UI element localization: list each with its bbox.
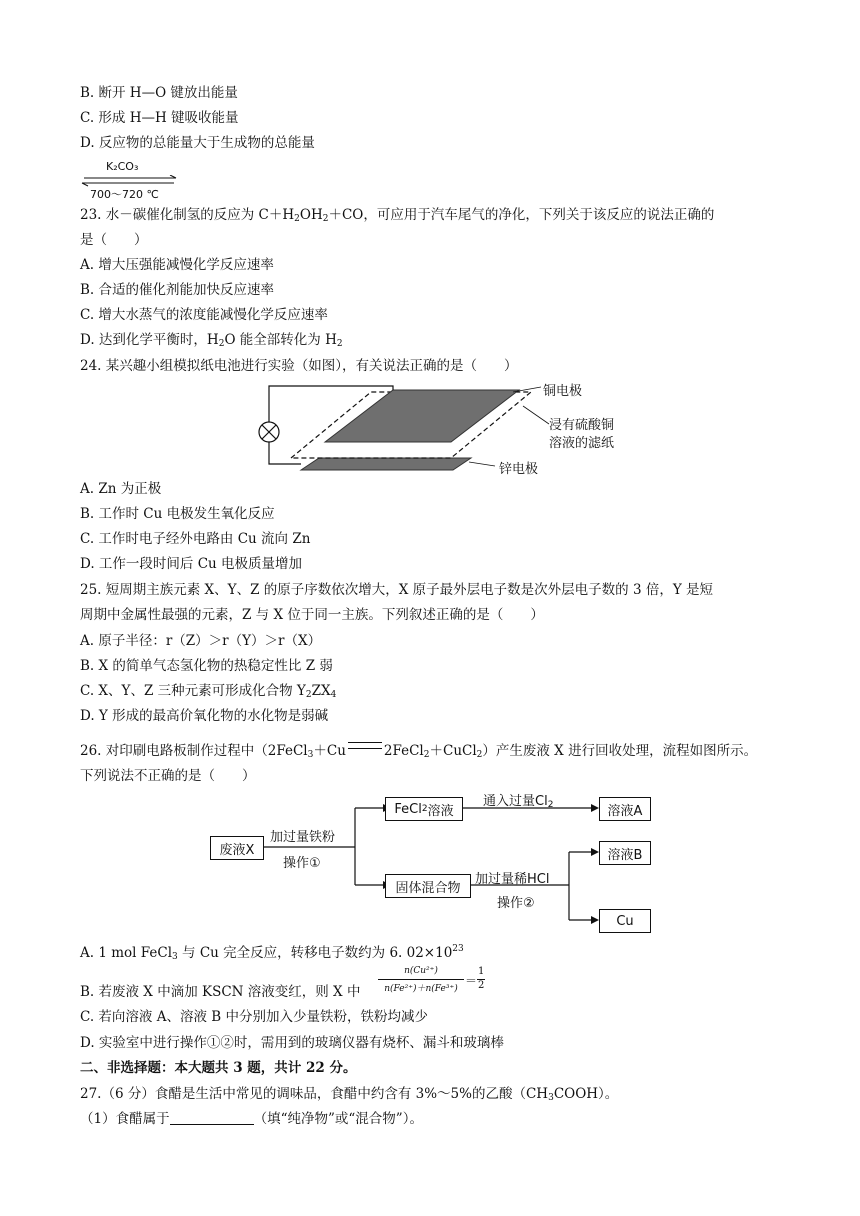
label-filter-paper-2: 溶液的滤纸: [549, 436, 615, 451]
cl2-text: 通入过量Cl: [483, 794, 548, 809]
flow-label-cl2: [483, 790, 553, 810]
q26-option-b: B. 若废液 X 中滴加 KSCN 溶液变红，则 X 中: [80, 984, 361, 1000]
q27-p1-a: （1）食醋属于: [80, 1111, 170, 1127]
q27-part-1: [80, 1110, 423, 1128]
q23-sub2: 2: [322, 214, 329, 224]
catalyst-arrow: [80, 160, 178, 201]
q22-option-b: B. 断开 H—O 键放出能量: [80, 85, 238, 101]
q22-option-d: D. 反应物的总能量大于生成物的总能量: [80, 135, 315, 151]
copper-plate: [325, 390, 519, 442]
q23-stem: [80, 206, 714, 228]
q25-c-a: C. X、Y、Z 三种元素可形成化合物 Y: [80, 683, 306, 699]
q25-stem-2: 周期中金属性最强的元素，Z 与 X 位于同一主族。下列叙述正确的是（ ）: [80, 607, 544, 623]
label-copper-electrode: 铜电极: [543, 384, 583, 399]
q23-option-a: A. 增大压强能减慢化学反应速率: [80, 257, 274, 273]
section-2-heading: 二、非选择题：本大题共 3 题，共计 22 分。: [80, 1060, 357, 1076]
fecl2-tail: 溶液: [427, 803, 454, 819]
q24-option-b: B. 工作时 Cu 电极发生氧化反应: [80, 506, 275, 522]
flow-label-op1: 操作①: [283, 856, 321, 871]
fecl2-text: FeCl: [394, 801, 422, 817]
double-bar-icon: [348, 742, 382, 749]
flow-box-cu: Cu: [599, 909, 651, 933]
catalyst-bottom: 700～720 ℃: [90, 188, 159, 201]
q23-stem-e: ＋CO，可应用于汽车尾气的净化，下列关于该反应的说法正确的: [328, 207, 715, 223]
fraction-bar: [378, 979, 464, 980]
q26-stem-2: 下列说法不正确的是（ ）: [80, 768, 256, 784]
q26-a-sub: 3: [172, 952, 178, 962]
flow-label-add-hcl: 加过量稀HCl: [475, 872, 550, 887]
q24-option-c: C. 工作时电子经外电路由 Cu 流向 Zn: [80, 531, 311, 547]
q26-stem-d: 2FeCl: [383, 743, 424, 759]
q25-option-c: [80, 682, 336, 704]
q26-option-d: D. 实验室中进行操作①②时，需用到的玻璃仪器有烧杯、漏斗和玻璃棒: [80, 1035, 504, 1051]
flow-box-solid: 固体混合物: [385, 874, 471, 898]
q26-option-c: C. 若向溶液 A、溶液 B 中分别加入少量铁粉，铁粉均减少: [80, 1009, 428, 1025]
label-filter-paper-1: 浸有硫酸铜: [549, 418, 615, 433]
q25-c-sub1: 2: [305, 690, 312, 700]
q23-option-b: B. 合适的催化剂能加快反应速率: [80, 282, 275, 298]
q23-d-c: O 能全部转化为 H: [224, 332, 337, 348]
q27-stem: [80, 1085, 618, 1107]
fraction-denominator: n(Fe²⁺)＋n(Fe³⁺): [384, 984, 458, 994]
q25-stem-1: 25. 短周期主族元素 X、Y、Z 的原子序数依次增大，X 原子最外层电子数是次外层电子数的 3 倍，Y 是短: [80, 582, 714, 598]
q26-sub2: 2: [423, 750, 430, 760]
flow-label-op2: 操作②: [497, 896, 535, 911]
q26-a-c: 与 Cu 完全反应，转移电子数约为 6. 02×10: [177, 945, 453, 961]
fecl2-sub: 2: [421, 804, 428, 814]
q25-c-c: ZX: [311, 683, 331, 699]
q26-fraction: [378, 966, 488, 1006]
fraction-numerator: n(Cu²⁺): [404, 966, 438, 976]
q25-c-sub2: 4: [330, 690, 337, 700]
q23-stem2: 是（ ）: [80, 232, 148, 248]
q27-stem-a: 27.（6 分）食醋是生活中常见的调味品，食醋中约含有 3%～5%的乙酸（CH: [80, 1086, 549, 1102]
q26-stem-f: ＋CuCl: [429, 743, 477, 759]
q26-stem-a: 26. 对印刷电路板制作过程中（2FeCl: [80, 743, 308, 759]
q23-option-c: C. 增大水蒸气的浓度能减慢化学反应速率: [80, 307, 328, 323]
q26-stem-c: ＋Cu: [313, 743, 346, 759]
q25-option-b: B. X 的简单气态氢化物的热稳定性比 Z 弱: [80, 658, 333, 674]
q23-d-sub2: 2: [336, 339, 343, 349]
q26-a-sup: 23: [452, 944, 464, 954]
flow-box-solution-a: 溶液A: [599, 797, 651, 821]
q23-stem-c: OH: [299, 207, 323, 223]
q26-sub1: 3: [307, 750, 314, 760]
catalyst-top: K₂CO₃: [106, 160, 139, 173]
q23-option-d: [80, 331, 343, 353]
q27-p1-b: （填“纯净物”或“混合物”）。: [253, 1111, 423, 1127]
q25-option-d: D. Y 形成的最高价氧化物的水化物是弱碱: [80, 708, 329, 724]
q23-d-sub1: 2: [218, 339, 225, 349]
q23-sub1: 2: [294, 214, 300, 224]
q24-option-d: D. 工作一段时间后 Cu 电极质量增加: [80, 556, 303, 572]
q26-stem-1: [80, 742, 757, 764]
q24-option-a: A. Zn 为正极: [80, 481, 162, 497]
label-zinc-electrode: 锌电极: [499, 462, 539, 477]
q22-option-c: C. 形成 H—H 键吸收能量: [80, 110, 239, 126]
half-numerator: 1: [478, 966, 485, 977]
q26-sub3: 2: [476, 750, 483, 760]
q26-a-a: A. 1 mol FeCl: [80, 945, 173, 961]
q27-stem-c: COOH）。: [553, 1086, 619, 1102]
q24-stem: 24. 某兴趣小组模拟纸电池进行实验（如图），有关说法正确的是（ ）: [80, 358, 518, 374]
answer-blank[interactable]: [170, 1112, 254, 1125]
flow-label-add-fe: 加过量铁粉: [270, 830, 336, 845]
flow-diagram: [205, 790, 665, 940]
flow-box-waste-x: 废液X: [210, 836, 264, 860]
zinc-plate: [301, 458, 471, 470]
flow-box-fecl2: [385, 797, 463, 821]
half-denominator: 2: [478, 980, 485, 991]
fraction-equals: ＝: [465, 974, 478, 988]
flow-box-solution-b: 溶液B: [599, 841, 651, 865]
q26-stem-h: ）产生废液 X 进行回收处理，流程如图所示。: [482, 743, 758, 759]
q25-option-a: A. 原子半径：r（Z）＞r（Y）＞r（X）: [80, 633, 322, 649]
q26-option-a: [80, 940, 464, 966]
q23-d-a: D. 达到化学平衡时，H: [80, 332, 219, 348]
cl2-sub: 2: [547, 800, 554, 810]
q23-stem-a: 23. 水－碳催化制氢的反应为 C＋H: [80, 207, 295, 223]
paper-battery-diagram: [255, 380, 635, 480]
q27-sub: 3: [548, 1093, 554, 1103]
